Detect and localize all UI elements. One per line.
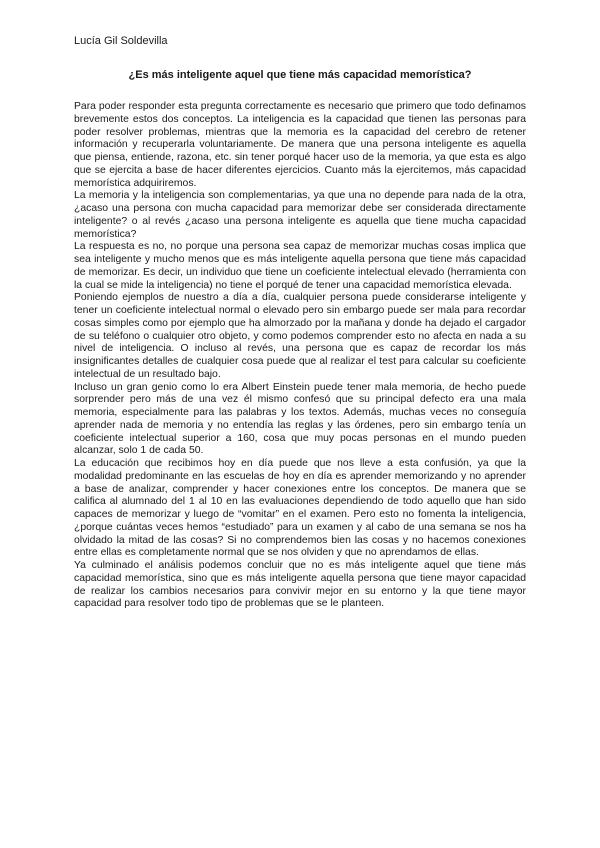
paragraph-6: La educación que recibimos hoy en día puede que nos lleve a esta confusión, ya que la modalidad predominante en las escuelas de hoy en día es aprender memorizando y no aprender a base de analizar, comprender y hacer conexiones entre los conceptos. De manera que se califica al alumnado del 1 al 10 en las evaluaciones dependiendo de todo aquello que han sido capaces de memorizar y luego de “vomitar” en el examen. Pero esto no fomenta la inteligencia, ¿porque cuántas veces hemos “estudiado” para un examen y al cabo de una semana se nos ha olvidado la mitad de las cosas? Si no comprendemos bien las cosas y no hacemos conexiones entre ellas es completamente normal que se nos olviden y que no aprendamos de ellas. — [74, 458, 526, 559]
paragraph-1: Para poder responder esta pregunta correctamente es necesario que primero que todo definamos brevemente estos dos conceptos. La inteligencia es la capacidad que tienen las personas para poder resolver problemas, mientras que la memoria es la capacidad del cerebro de retener información y recuperarla voluntariamente. De manera que una persona inteligente es aquella que piensa, entiende, razona, etc. sin tener porqué hacer uso de la memoria, ya que esta es algo que se ejercita a base de hacer diferentes ejercicios. Cuanto más la ejercitemos, más capacidad memorística adquiriremos. — [74, 101, 526, 189]
paragraph-4: Poniendo ejemplos de nuestro a día a día, cualquier persona puede considerarse inteligente y tener un coeficiente intelectual normal o elevado pero sin embargo puede ser mala para recordar cosas simples como por ejemplo que ha almorzado por la mañana y donde ha dejado el cargador de su teléfono o cualquier otro objeto, y como podemos comprender esto no afecta en nada a su nivel de inteligencia. O incluso al revés, una persona que es capaz de recordar los más insignificantes detalles de cualquier cosa puede que al realizar el test para calcular su coeficiente intelectual de un resultado bajo. — [74, 292, 526, 380]
paragraph-3: La respuesta es no, no porque una persona sea capaz de memorizar muchas cosas implica que sea inteligente y mucho menos que es más inteligente aquella persona que tiene más capacidad de memorizar. Es decir, un individuo que tiene un coeficiente intelectual elevado (herramienta con la cual se mide la inteligencia) no tiene el porqué de tener una capacidad memorística elevada. — [74, 241, 526, 291]
paragraph-5: Incluso un gran genio como lo era Albert Einstein puede tener mala memoria, de hecho puede sorprender pero más de una vez él mismo confesó que su principal defecto era una mala memoria, especialmente para las palabras y los textos. Además, muchas veces no conseguía aprender nada de memoria y no entendía las reglas y las órdenes, pero sin embargo tenía un coeficiente intelectual superior a 160, cosa que muy pocas personas en el mundo pueden alcanzar, solo 1 de cada 50. — [74, 381, 526, 457]
paragraph-7: Ya culminado el análisis podemos concluir que no es más inteligente aquel que tiene más capacidad memorística, sino que es más inteligente aquella persona que tiene mayor capacidad de realizar los cambios necesarios para convivir mejor en su entorno y la que tiene mayor capacidad para resolver todo tipo de problemas que se le planteen. — [74, 560, 526, 610]
paragraph-2: La memoria y la inteligencia son complementarias, ya que una no depende para nada de la otra, ¿acaso una persona con mucha capacidad para memorizar debe ser considerada directamente inteligente? o al revés ¿acaso una persona inteligente es aquella que tiene mucha capacidad memorística? — [74, 190, 526, 240]
essay-title: ¿Es más inteligente aquel que tiene más capacidad memorística? — [128, 69, 472, 81]
author-name: Lucía Gil Soldevilla — [74, 35, 168, 47]
essay-body — [74, 101, 526, 611]
